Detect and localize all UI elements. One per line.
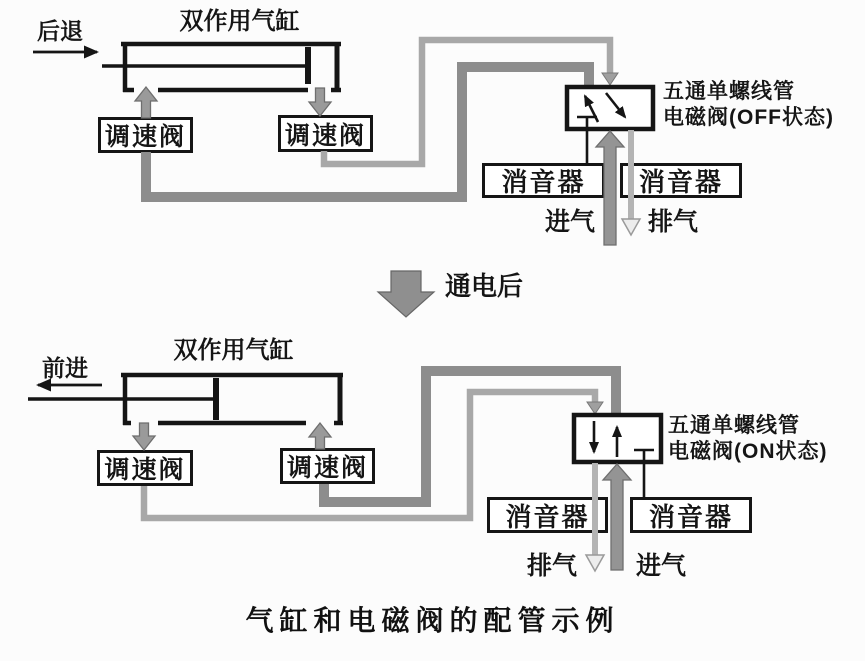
solenoid-valve-label-off [663, 79, 834, 131]
muffler-label: 消音器 [648, 501, 733, 532]
valve-name-line: 五通单螺线管 [668, 414, 800, 437]
motion-label-advance: 前进 [42, 355, 88, 381]
muffler-label: 消音器 [638, 167, 723, 197]
port-flow-arrow-out-bottom [133, 423, 155, 450]
valve-state-line: 电磁阀(OFF状态) [663, 106, 834, 129]
figure-caption: 气缸和电磁阀的配管示例 [245, 605, 620, 636]
speed-valve-label: 调速阀 [104, 123, 186, 151]
valve-state-line: 电磁阀(ON状态) [668, 440, 828, 463]
motion-label-retract: 后退 [37, 18, 83, 44]
exhaust-label-bottom: 排气 [527, 552, 578, 580]
port-flow-arrow-in-bottom [309, 423, 331, 449]
transition-label: 通电后 [445, 271, 524, 301]
cylinder-label-top: 双作用气缸 [179, 8, 300, 35]
solenoid-valve-label-on [668, 413, 828, 465]
cylinder-top [102, 42, 341, 92]
valve-flow-path-supply [585, 96, 598, 122]
solenoid-valve-body-on [574, 415, 661, 462]
muffler-box-top-left [482, 163, 605, 198]
valve-name-line: 五通单螺线管 [663, 80, 795, 103]
intake-label-top: 进气 [545, 208, 596, 236]
exhaust-flow-arrowhead-top [622, 219, 640, 235]
speed-valve-box-top-left [98, 117, 193, 153]
valve-flow-path-exhaust [606, 93, 625, 117]
speed-valve-box-bottom-left [97, 450, 193, 486]
exhaust-flow-arrowhead-bottom [586, 555, 604, 571]
cylinder-label-bottom: 双作用气缸 [173, 337, 294, 364]
speed-valve-box-bottom-right [280, 448, 375, 484]
muffler-box-bottom-right [630, 497, 752, 533]
solenoid-valve-body-off [567, 87, 653, 129]
transition-down-arrow [378, 271, 434, 317]
port-flow-arrow-in-top [135, 87, 157, 118]
exhaust-label-top: 排气 [648, 208, 699, 236]
exhaust-pipe-arrowhead-bottom [587, 402, 603, 414]
muffler-label: 消音器 [501, 167, 586, 197]
exhaust-pipe-arrowhead-top [602, 73, 618, 85]
muffler-box-bottom-left [487, 497, 608, 533]
port-flow-arrow-out-top [309, 88, 331, 116]
speed-valve-label: 调速阀 [104, 456, 186, 484]
speed-valve-box-top-right [278, 115, 373, 152]
speed-valve-label: 调速阀 [286, 454, 368, 482]
muffler-label: 消音器 [505, 501, 590, 532]
speed-valve-label: 调速阀 [284, 121, 366, 150]
intake-label-bottom: 进气 [636, 552, 687, 580]
muffler-box-top-right [620, 163, 742, 198]
